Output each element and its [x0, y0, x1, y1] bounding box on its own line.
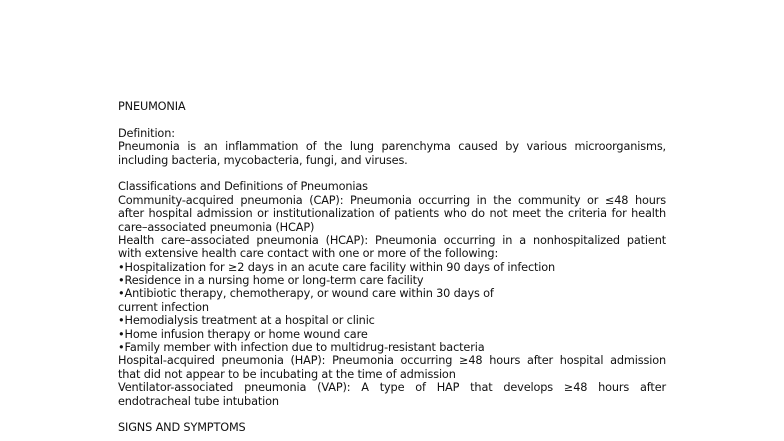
- hcap-bullet-item: •Home infusion therapy or home wound care: [118, 327, 368, 341]
- hap-definition-line: Hospital-acquired pneumonia (HAP): Pneumonia occurring ≥48 hours after hospital admission: [118, 354, 666, 368]
- classifications-heading: Classifications and Definitions of Pneumonias: [118, 180, 368, 194]
- hcap-bullet-item: •Antibiotic therapy, chemotherapy, or wound care within 30 days of: [118, 287, 494, 301]
- hcap-definition-line: with extensive health care contact with one or more of the following:: [118, 247, 499, 261]
- cap-definition-line: care–associated pneumonia (HCAP): [118, 220, 315, 234]
- hcap-bullet-item: •Family member with infection due to multidrug-resistant bacteria: [118, 341, 485, 355]
- hap-definition-line: that did not appear to be incubating at the time of admission: [118, 367, 456, 381]
- hcap-bullet-item: •Hospitalization for ≥2 days in an acute care facility within 90 days of infection: [118, 260, 556, 274]
- page-title: PNEUMONIA: [118, 100, 186, 113]
- vap-definition-line: Ventilator-associated pneumonia (VAP): A type of HAP that develops ≥48 hours after: [118, 381, 666, 395]
- hcap-bullet-continuation: current infection: [118, 300, 209, 314]
- definition-text-line: Pneumonia is an inflammation of the lung parenchyma caused by various microorganisms,: [118, 140, 666, 154]
- vap-definition-line: endotracheal tube intubation: [118, 394, 279, 408]
- hcap-bullet-item: •Hemodialysis treatment at a hospital or clinic: [118, 314, 375, 328]
- cap-definition-line: Community-acquired pneumonia (CAP): Pneumonia occurring in the community or ≤48 hours: [118, 193, 666, 207]
- definition-text-line: including bacteria, mycobacteria, fungi, and viruses.: [118, 153, 408, 167]
- definition-heading: Definition:: [118, 126, 175, 140]
- document-body: [118, 100, 666, 435]
- signs-symptoms-heading: SIGNS AND SYMPTOMS: [118, 421, 246, 435]
- hcap-bullet-item: •Residence in a nursing home or long-term care facility: [118, 274, 424, 288]
- hcap-definition-line: Health care–associated pneumonia (HCAP): Pneumonia occurring in a nonhospitalized patient: [118, 233, 666, 247]
- cap-definition-line: after hospital admission or institutionalization of patients who do not meet the criteria for health: [118, 207, 666, 221]
